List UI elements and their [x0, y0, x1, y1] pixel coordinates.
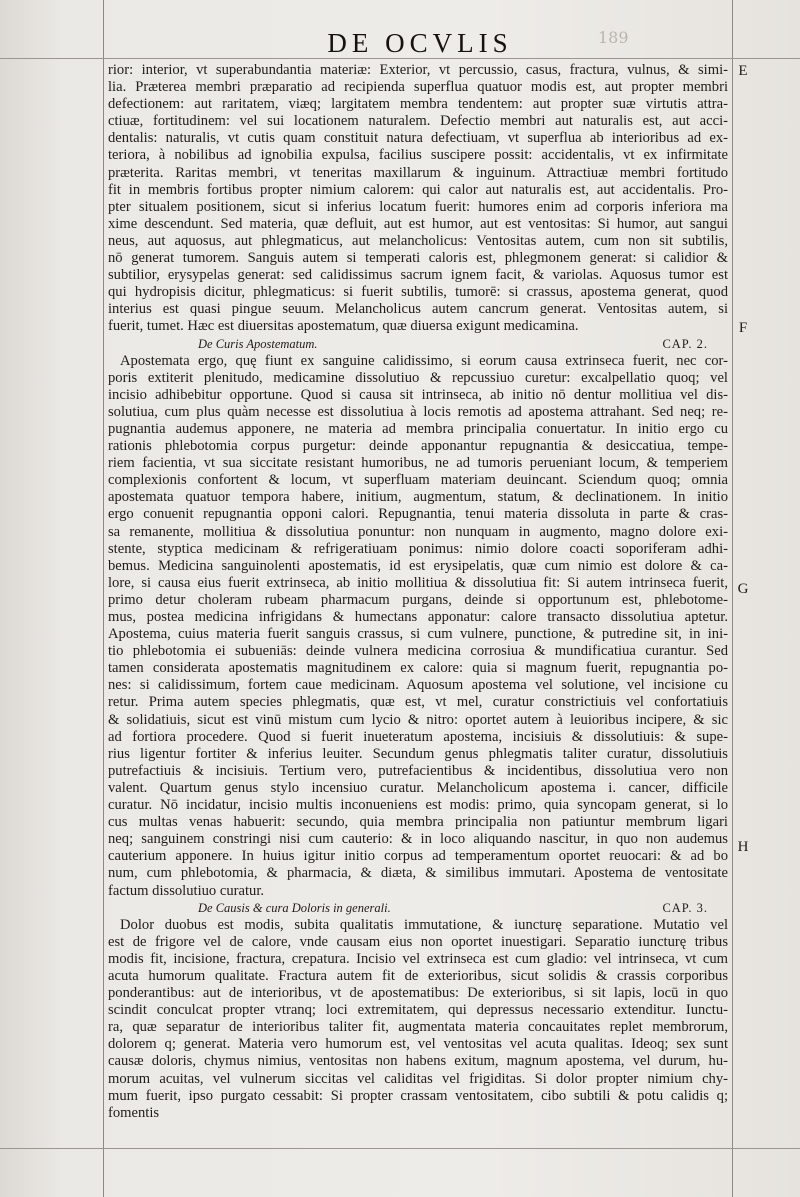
- text-line: nes: si calidissimum, fortem caue medicinam. Aquosum apostema vel solutione, vel incisione cu: [108, 677, 728, 694]
- body-text: [108, 62, 728, 1122]
- chapter-title: De Curis Apostematum.: [198, 336, 318, 351]
- text-line: ra, quæ separatur de interioribus taliter fit, augmentata materia concauitates replet membrorum,: [108, 1019, 728, 1036]
- text-line: stente, styptica medicinam & refrigeratiuam ponimus: nimio dolore coacti soporiferam adhi-: [108, 540, 728, 557]
- text-line: præterita. Raritas membri, vt teneritas maxillarum & inguinum. Attractiuæ membri fortitudo: [108, 164, 728, 181]
- text-line: bemus. Medicina sanguinolenti apostematis, id est erysipelatis, quæ cum nimio est dolore & ca-: [108, 557, 728, 574]
- text-line: curatur. Nō incidatur, incisio multis inconueniens est modis: primo, quia syncopam generat, si lo: [108, 797, 728, 814]
- text-line: mus, postea medicina infrigidans & humectans apponatur: calore transacto dissolutiua aptetur.: [108, 609, 728, 625]
- text-line: Apostema, cuius materia fuerit sanguis crassus, si cum vulnere, punctione, & putredine sit, in ini-: [108, 626, 728, 643]
- text-line: causæ doloris, chymus nimius, ventositas non habens exitum, magnum apostema, vel durum, hu-: [108, 1053, 728, 1070]
- text-line: interius est quasi pingue seuum. Melancholicus autem cancrum generat. Ventositas autem, si: [108, 301, 728, 318]
- text-line: rationis phlebotomia corpus purgetur: deinde apponantur repugnantia & desiccatiua, tempe-: [108, 438, 728, 455]
- text-line: rior: interior, vt superabundantia materiæ: Exterior, vt percussio, casus, fractura, vulnus, & simi-: [108, 62, 728, 78]
- text-line: lore, si causa eius fuerit extrinseca, ab initio mollitiua & dissolutiua fit: Si autem intrinseca fuerit,: [108, 574, 728, 591]
- left-margin-rule: [103, 0, 104, 1197]
- text-line: pugnantia audemus apponere, ne materia ad membra principalia conuertatur. In initio ergo cu: [108, 420, 728, 437]
- chapter-number: CAP. 2.: [662, 336, 708, 351]
- paragraph-block-3: [108, 917, 728, 1122]
- margin-letter-e: E: [738, 63, 748, 79]
- text-line: tamen considerata apostematis magnitudinem ex calore: quia si magnum fuerit, repugnantia po-: [108, 660, 728, 677]
- text-line: complexionis confortent & locum, vt superfluam materiam deuincant. Sciendum quoq; omnia: [108, 472, 728, 489]
- text-line: defectionem: aut raritatem, viæq; largitatem membra tendentem: aut propter suæ virtutis attra-: [108, 96, 728, 113]
- text-line: morum acuitas, vel vulnerum siccitas vel caliditas vel frigiditas. Si dolor propter nimium chy-: [108, 1070, 728, 1087]
- text-line: num, cum phlebotomia, & pharmacia, & diæta, & similibus immutari. Apostema de ventositate: [108, 865, 728, 882]
- text-line: neus, aut aquosus, aut phlegmaticus, aut melancholicus: Ventositas autem, cum non sit subtilis,: [108, 232, 728, 249]
- text-line: sa remanente, mollitiua & dissolutiua ponuntur: non nunquam in augmento, magno dolore exi-: [108, 523, 728, 540]
- text-line: putrefactiuis & incisiuis. Tertium vero, putrefacientibus & incidentibus, dissolutiua vero non: [108, 762, 728, 779]
- running-title: DE OCVLIS: [327, 28, 513, 58]
- text-line: Dolor duobus est modis, subita qualitatis immutatione, & iuncturę separatione. Mutatio vel: [120, 916, 728, 933]
- text-line: apostemata quatuor tempora habere, initium, augmentum, statum, & declinationem. In initio: [108, 489, 728, 506]
- text-line: ergo conuenit repugnantia opponi calori. Repugnantia, tenui materia dissoluta in parte & cras-: [108, 506, 728, 523]
- text-line: nō generat tumorem. Sanguis autem si temperati caloris est, phlegmonem generat: si calidior &: [108, 250, 728, 267]
- text-line: primo detur choleram rubeam pharmacum purgans, deinde si opportunum est, phlebotome-: [108, 591, 728, 608]
- text-line: riem facientia, vt sua siccitate resistant humoribus, ne ad tumoris perueniant locum, & temperiem: [108, 455, 728, 472]
- text-line: rius ligentur fortiter & inferius leuiter. Secundum genus phlegmatis taliter curatur, dissolutiuis: [108, 745, 728, 762]
- text-line: xime descendunt. Sed materia, quæ defluit, aut est humor, aut est ventositas: Si humor, aut sangui: [108, 215, 728, 232]
- text-line: ad fortiora procedere. Quod si fuerit inueteratum apostema, incisiuis & dissolutiuis: & supe-: [108, 728, 728, 745]
- text-line: factum dissolutiuo curatur.: [108, 882, 265, 899]
- paragraph-block-1: [108, 62, 728, 336]
- chapter-title: De Causis & cura Doloris in generali.: [198, 900, 391, 915]
- text-line: valent. Quartum genus stylo incensiuo curatur. Melancholicum apostema i. cancer, difficile: [108, 779, 728, 796]
- text-line: cauterium apponere. In huius igitur initio corpus ad temperamentum oportet reuocari: & ad bo: [108, 848, 728, 865]
- right-margin-rule: [732, 0, 733, 1197]
- text-line: ponderantibus: aut de interioribus, vt de apostematibus: De exterioribus, si sit lapis, locū in quo: [108, 985, 728, 1002]
- margin-letter-g: G: [737, 581, 749, 597]
- paragraph-block-2: [108, 353, 728, 900]
- footer-rule: [0, 1148, 800, 1149]
- text-line: fit in membris fortibus propter nimium calorem: qui calor aut naturalis est, aut accidentalis. Pro-: [108, 181, 728, 198]
- text-line: mum fuerit, ipso purgato cessabit: Si propter crassam ventositatem, cibo subtili & potu calidis q;: [108, 1087, 728, 1104]
- text-line: Apostemata ergo, quę fiunt ex sanguine calidissimo, si eorum causa extrinseca fuerit, nec cor-: [120, 352, 728, 369]
- text-line: fuerit, tumet. Hæc est diuersitas apostematum, quæ diuersa exigunt medicamina.: [108, 318, 579, 335]
- text-line: subtilior, erysypelas generat: sed calidissimus sacrum ignem facit, & variolas. Aquosus tumor est: [108, 267, 728, 284]
- text-line: modis fit, incisione, fractura, crepatura. Incisio vel extrinseca est cum gladio: vel intrinseca, vt cum: [108, 950, 728, 967]
- text-line: dentalis: naturalis, vt cutis quam constituit natura defectiuam, vt superflua ab interioribus ad ex-: [108, 130, 728, 147]
- folio-number: 189: [598, 28, 629, 47]
- text-line: pter situalem positionem, sicut si inferius locatum fuerit: humores enim ad corporis inferiora ma: [108, 198, 728, 215]
- text-line: & solidatiuis, sicut est vinū mistum cum lycio & nitro: oportet autem à leuioribus incipere, & sic: [108, 711, 728, 728]
- text-line: qui hydropisis dicitur, phlegmaticus: si fuerit subtilis, tumorē: si crassus, apostema generat, quod: [108, 284, 728, 301]
- chapter-number: CAP. 3.: [662, 900, 708, 915]
- text-line: retur. Prima autem species phlegmatis, quæ est, vt mel, curatur constrictiuis vel confortatiuis: [108, 694, 728, 711]
- text-line: poris extiterit plenitudo, medicamine dissolutiuo & repcussiuo curetur: excalpellatio quoq; vel: [108, 369, 728, 386]
- text-line: neq; sanguinem constringi nisi cum cauterio: & in loco aliquando nascitur, in quo non audemus: [108, 831, 728, 848]
- margin-letter-h: H: [737, 839, 749, 855]
- margin-letter-f: F: [738, 320, 748, 336]
- text-line: ctiuæ, fortitudinem: vel sui locationem naturalem. Defectio membri aut naturalis est, aut acci-: [108, 113, 728, 130]
- text-line: scindit conculcat propter vtranq; loci extremitatem, qui depressus necessario extenditur. Iunctu-: [108, 1002, 728, 1019]
- text-line: dolorem q; generat. Materia vero humorum est, vel ventositas vel acuta qualitas. Ideoq; sex sunt: [108, 1036, 728, 1053]
- text-line: lia. Præterea membri præparatio ad recipienda superflua quatuor modis est, aut propter membri: [108, 79, 728, 96]
- text-line: tio phlebotomia ei subueniās: deinde vulnera medicina corrosiua & mundificatiua curantur. Sed: [108, 643, 728, 660]
- text-line: solutiua, cum plus quàm necesse est dissolutiua à locis remotis ad apostema attrahant. Sed neq; re-: [108, 403, 728, 420]
- text-line: fomentis: [108, 1104, 160, 1121]
- text-line: incisio adhibebitur opportune. Quod si causa sit intrinseca, ab initio nō dentur mollitiua vel dis-: [108, 386, 728, 403]
- chapter-2-heading: [108, 336, 728, 353]
- text-line: cus multas venas habuerit: secundo, quia membra principalia non patiuntur membrum ligari: [108, 814, 728, 831]
- text-line: teriora, à nobilibus ad ignobilia expulsa, facilius suscipere possit: accidentalis, vt ex infirmitate: [108, 147, 728, 164]
- chapter-3-heading: [108, 900, 728, 917]
- text-line: est de frigore vel de calore, vnde causam eius non oportet inuestigari. Separatio iuncturę tribus: [108, 933, 728, 950]
- text-line: acuta humorum qualitate. Fractura autem fit de exterioribus, sicut solidis & crassis corporibus: [108, 967, 728, 984]
